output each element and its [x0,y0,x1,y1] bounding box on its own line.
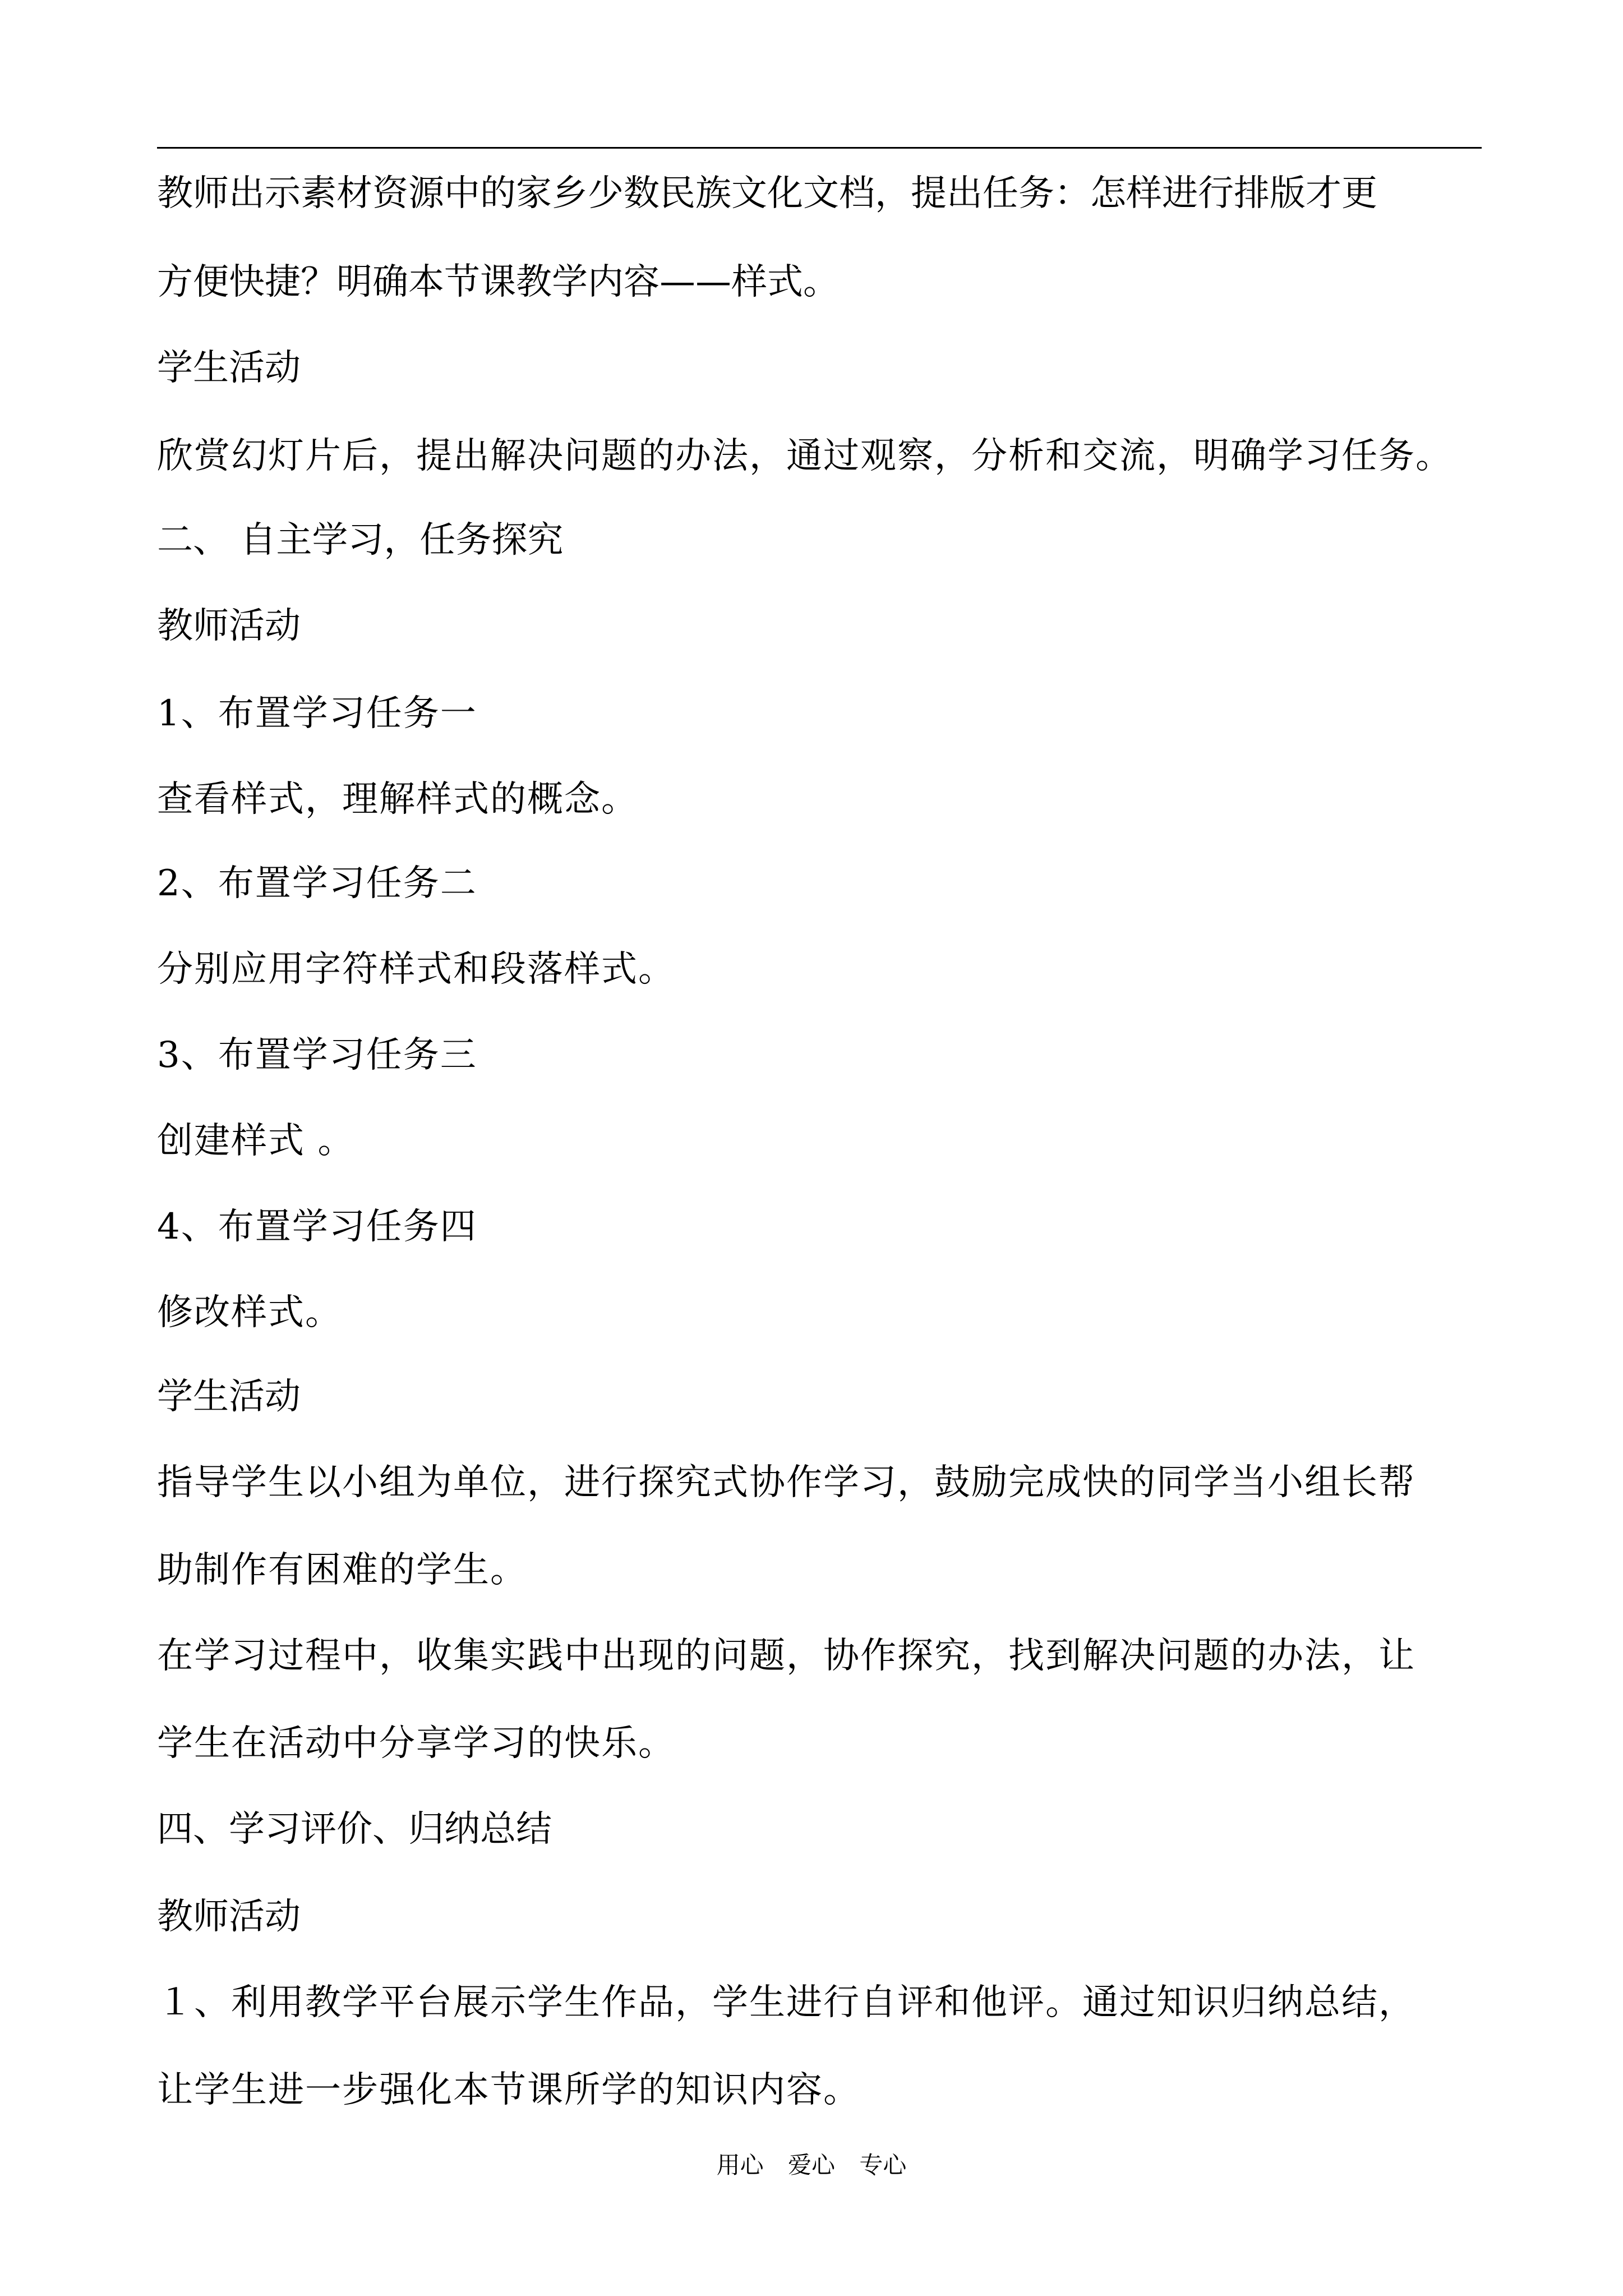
paragraph-line: 修改样式。 [157,1292,342,1333]
section-heading: 教师活动 [157,605,301,647]
section-heading: 教师活动 [157,1896,301,1938]
header-rule [157,147,1482,149]
section-heading: 学生活动 [157,1376,301,1418]
task-item: 2、布置学习任务二 [157,863,477,904]
paragraph-line: 创建样式 。 [157,1120,355,1162]
section-heading: 四、学习评价、归纳总结 [157,1809,552,1850]
task-item: 3、布置学习任务三 [157,1034,477,1076]
section-heading: 二、 自主学习，任务探究 [157,519,564,561]
paragraph-line: 让学生进一步强化本节课所学的知识内容。 [157,2069,860,2111]
section-heading: 学生活动 [157,347,301,389]
paragraph-line: 分别应用字符样式和段落样式。 [157,949,675,990]
paragraph-line: 查看样式，理解样式的概念。 [157,779,638,820]
paragraph-line: 欣赏幻灯片后，提出解决问题的办法，通过观察，分析和交流，明确学习任务。 [157,435,1453,477]
task-item: 1、布置学习任务一 [157,693,477,734]
page-footer: 用心 爱心 专心 [716,2151,907,2179]
paragraph-line: 学生在活动中分享学习的快乐。 [157,1723,675,1764]
paragraph-line: 指导学生以小组为单位，进行探究式协作学习，鼓励完成快的同学当小组长帮 [157,1462,1415,1503]
task-item: 4、布置学习任务四 [157,1206,477,1248]
paragraph-line: 方便快捷？明确本节课教学内容——样式。 [157,261,839,303]
paragraph-line: 教师出示素材资源中的家乡少数民族文化文档，提出任务：怎样进行排版才更 [157,173,1377,214]
paragraph-line: 在学习过程中，收集实践中出现的问题，协作探究，找到解决问题的办法，让 [157,1635,1415,1677]
paragraph-line: 助制作有困难的学生。 [157,1549,527,1591]
paragraph-line: １、利用教学平台展示学生作品，学生进行自评和他评。通过知识归纳总结， [157,1982,1415,2023]
